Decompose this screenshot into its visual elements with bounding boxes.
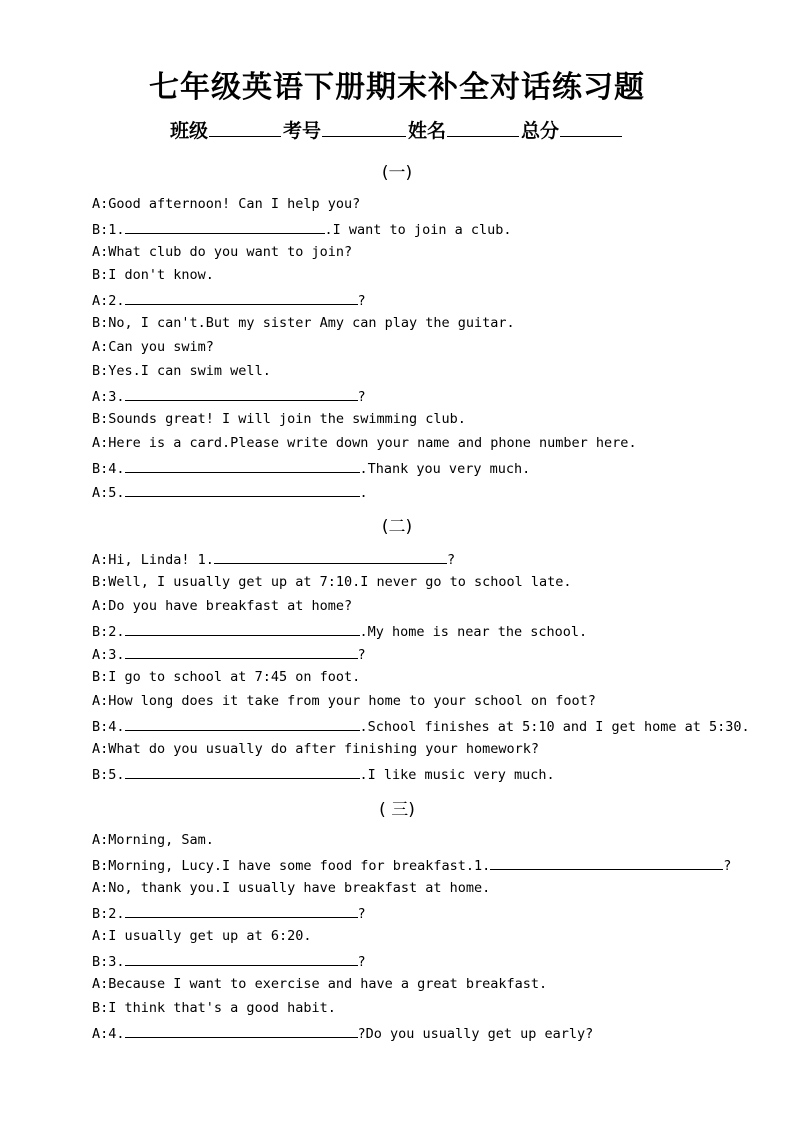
dialogue-line xyxy=(92,362,271,380)
answer-blank[interactable] xyxy=(125,644,358,659)
dialogue-text: What club do you want to join? xyxy=(108,244,353,260)
dialogue-text: .I like music very much. xyxy=(359,767,555,783)
speaker-label: B: xyxy=(92,624,109,640)
dialogue-line xyxy=(92,855,731,875)
speaker-label: B: xyxy=(92,906,109,922)
dialogue-line xyxy=(92,573,572,591)
speaker-label: B: xyxy=(92,574,109,590)
dialogue-line xyxy=(92,482,368,502)
dialogue-line xyxy=(92,927,311,945)
dialogue-text: No, thank you.I usually have breakfast at home. xyxy=(108,880,491,896)
answer-blank[interactable] xyxy=(125,1023,358,1038)
dialogue-text: ? xyxy=(723,858,732,874)
dialogue-text: ? xyxy=(357,906,366,922)
dialogue-text: .I want to join a club. xyxy=(324,222,512,238)
dialogue-text: I usually get up at 6:20. xyxy=(108,928,312,944)
dialogue-text: I think that's a good habit. xyxy=(108,1000,336,1016)
dialogue-text: . xyxy=(359,485,368,501)
dialogue-line xyxy=(92,879,490,897)
speaker-label: A: xyxy=(92,741,109,757)
speaker-label: B: xyxy=(92,461,109,477)
dialogue-text: No, I can't.But my sister Amy can play the guitar. xyxy=(108,315,515,331)
answer-blank[interactable] xyxy=(125,458,360,473)
speaker-label: A: xyxy=(92,693,109,709)
speaker-label: B: xyxy=(92,363,109,379)
dialogue-line xyxy=(92,386,366,406)
dialogue-line xyxy=(92,951,366,971)
dialogue-line xyxy=(92,903,366,923)
page-title: 七年级英语下册期末补全对话练习题 xyxy=(149,70,645,105)
dialogue-text: ? xyxy=(357,954,366,970)
dialogue-line xyxy=(92,243,352,261)
answer-blank[interactable] xyxy=(125,386,358,401)
dialogue-line xyxy=(92,716,750,736)
dialogue-text: Well, I usually get up at 7:10.I never go to school late. xyxy=(108,574,572,590)
exam-no-blank[interactable] xyxy=(322,118,406,137)
question-number: 5. xyxy=(108,485,125,501)
dialogue-text: ? xyxy=(446,552,456,568)
question-number: 2. xyxy=(108,624,125,640)
question-number: 4. xyxy=(108,1026,125,1042)
speaker-label: A: xyxy=(92,647,109,663)
speaker-label: A: xyxy=(92,552,109,568)
speaker-label: A: xyxy=(92,928,109,944)
dialogue-text: What do you usually do after finishing your homework? xyxy=(108,741,540,757)
dialogue-text: How long does it take from your home to your school on foot? xyxy=(108,693,596,709)
dialogue-line xyxy=(92,195,360,213)
dialogue-line xyxy=(92,999,336,1017)
dialogue-line xyxy=(92,831,214,849)
speaker-label: B: xyxy=(92,719,109,735)
speaker-label: B: xyxy=(92,222,109,238)
speaker-label: B: xyxy=(92,1000,109,1016)
dialogue-line xyxy=(92,1023,593,1043)
score-blank[interactable] xyxy=(560,118,622,137)
dialogue-text: I go to school at 7:45 on foot. xyxy=(108,669,361,685)
answer-blank[interactable] xyxy=(125,621,360,636)
dialogue-line xyxy=(92,621,587,641)
question-number: 3. xyxy=(108,954,125,970)
dialogue-line xyxy=(92,458,530,478)
class-label: 班级 xyxy=(169,120,208,142)
answer-blank[interactable] xyxy=(125,219,325,234)
speaker-label: A: xyxy=(92,196,109,212)
dialogue-line xyxy=(92,597,352,615)
class-blank[interactable] xyxy=(209,118,281,137)
dialogue-text: Morning, Lucy.I have some food for breakfast.1. xyxy=(108,858,491,874)
dialogue-line xyxy=(92,668,360,686)
dialogue-line xyxy=(92,434,637,452)
speaker-label: A: xyxy=(92,435,109,451)
name-label: 姓名 xyxy=(408,120,447,142)
dialogue-line xyxy=(92,692,596,710)
dialogue-text: I don't know. xyxy=(108,267,214,283)
speaker-label: A: xyxy=(92,244,109,260)
speaker-label: A: xyxy=(92,293,109,309)
section-heading-3: ( 三) xyxy=(379,800,415,820)
speaker-label: B: xyxy=(92,267,109,283)
dialogue-text: .My home is near the school. xyxy=(359,624,588,640)
exam-no-label: 考号 xyxy=(282,120,321,142)
speaker-label: A: xyxy=(92,485,109,501)
speaker-label: A: xyxy=(92,832,109,848)
speaker-label: A: xyxy=(92,339,109,355)
dialogue-text: Can you swim? xyxy=(108,339,214,355)
section-heading-2: (二) xyxy=(381,517,413,537)
dialogue-text: ? xyxy=(357,293,366,309)
speaker-label: A: xyxy=(92,880,109,896)
dialogue-text: Because I want to exercise and have a great breakfast. xyxy=(108,976,548,992)
question-number: 3. xyxy=(108,647,125,663)
dialogue-text: Here is a card.Please write down your name and phone number here. xyxy=(108,435,637,451)
answer-blank[interactable] xyxy=(125,290,358,305)
dialogue-text: Hi, Linda! 1. xyxy=(108,552,214,568)
answer-blank[interactable] xyxy=(125,716,360,731)
dialogue-line xyxy=(92,314,515,332)
dialogue-line xyxy=(92,549,455,569)
question-number: 4. xyxy=(108,719,125,735)
answer-blank[interactable] xyxy=(125,951,358,966)
question-number: 5. xyxy=(108,767,125,783)
dialogue-line xyxy=(92,764,555,784)
dialogue-line xyxy=(92,219,511,239)
speaker-label: A: xyxy=(92,1026,109,1042)
dialogue-text: .Thank you very much. xyxy=(359,461,531,477)
dialogue-text: ?Do you usually get up early? xyxy=(357,1026,594,1042)
question-number: 4. xyxy=(108,461,125,477)
dialogue-line xyxy=(92,740,539,758)
dialogue-line xyxy=(92,290,366,310)
question-number: 3. xyxy=(108,389,125,405)
dialogue-text: .School finishes at 5:10 and I get home at 5:30. xyxy=(359,719,750,735)
dialogue-line xyxy=(92,975,547,993)
dialogue-text: ? xyxy=(357,389,366,405)
speaker-label: B: xyxy=(92,411,109,427)
speaker-label: A: xyxy=(92,598,109,614)
speaker-label: A: xyxy=(92,976,109,992)
student-info-row xyxy=(0,116,794,143)
dialogue-text: Do you have breakfast at home? xyxy=(108,598,353,614)
answer-blank[interactable] xyxy=(125,903,358,918)
dialogue-line xyxy=(92,410,466,428)
section-heading-1: (一) xyxy=(381,163,413,183)
answer-blank[interactable] xyxy=(125,482,360,497)
question-number: 2. xyxy=(108,906,125,922)
dialogue-line xyxy=(92,644,366,664)
dialogue-text: Good afternoon! Can I help you? xyxy=(108,196,361,212)
speaker-label: B: xyxy=(92,954,109,970)
speaker-label: B: xyxy=(92,315,109,331)
question-number: 1. xyxy=(108,222,125,238)
speaker-label: B: xyxy=(92,669,109,685)
dialogue-text: Yes.I can swim well. xyxy=(108,363,271,379)
answer-blank[interactable] xyxy=(214,549,447,564)
dialogue-text: Morning, Sam. xyxy=(108,832,214,848)
speaker-label: B: xyxy=(92,767,109,783)
question-number: 2. xyxy=(108,293,125,309)
dialogue-line xyxy=(92,338,214,356)
score-label: 总分 xyxy=(521,120,560,142)
dialogue-text: Sounds great! I will join the swimming club. xyxy=(108,411,466,427)
dialogue-line xyxy=(92,266,214,284)
speaker-label: B: xyxy=(92,858,109,874)
speaker-label: A: xyxy=(92,389,109,405)
answer-blank[interactable] xyxy=(490,855,723,870)
answer-blank[interactable] xyxy=(125,764,360,779)
name-blank[interactable] xyxy=(447,118,519,137)
dialogue-text: ? xyxy=(357,647,366,663)
